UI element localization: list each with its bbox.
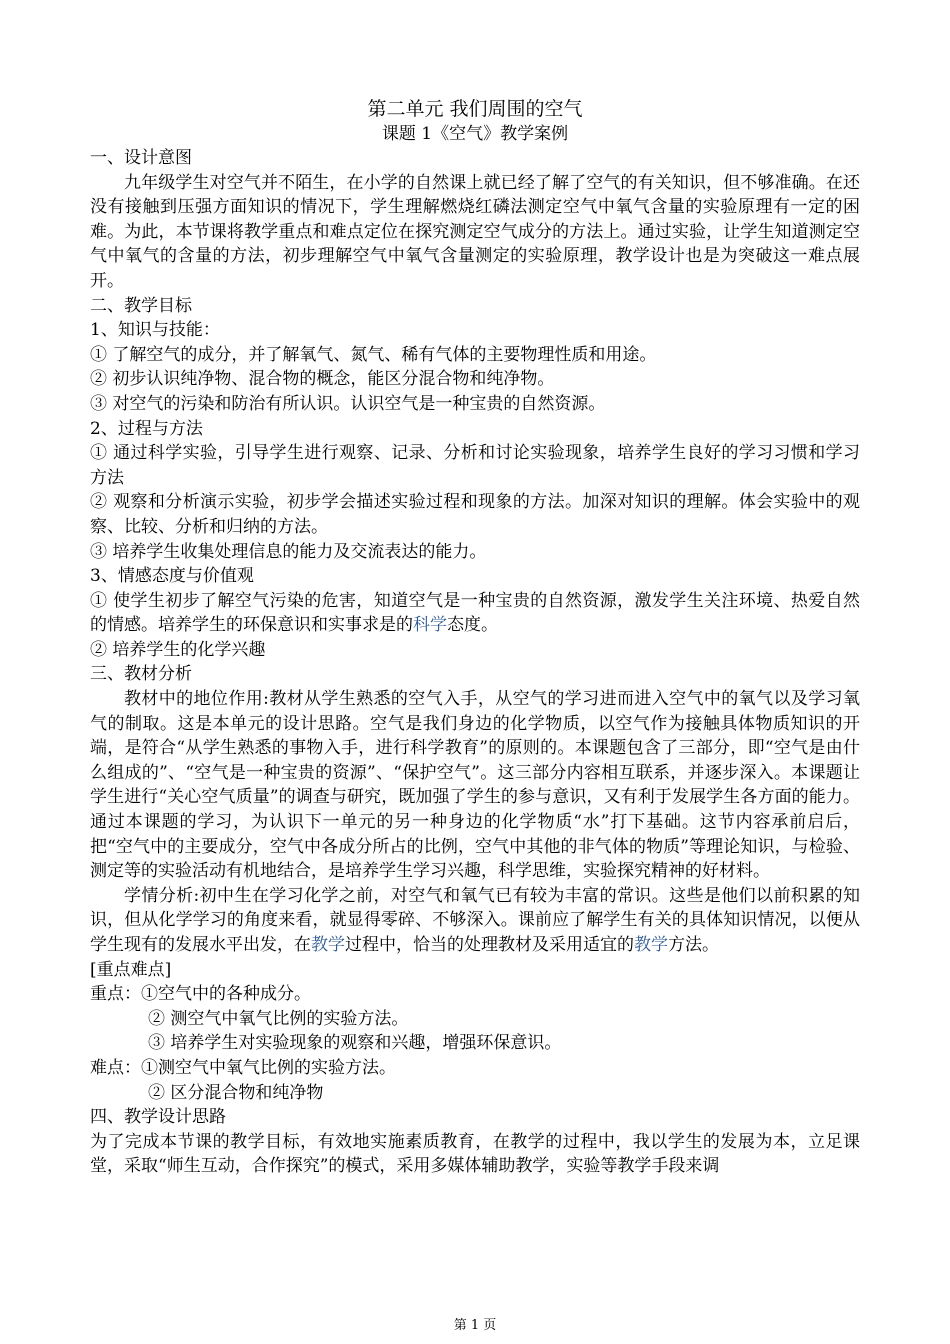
section-heading-design-approach: 四、教学设计思路 <box>90 1107 226 1128</box>
difficulty-item: 难点：①测空气中氧气比例的实验方法。 <box>90 1057 396 1078</box>
material-role-paragraph: 教材中的地位作用:教材从学生熟悉的空气入手，从空气的学习进而进入空气中的氧气以及学习氧气的制取。这是本单元的设计思路。空气是我们身边的化学物质，以空气作为接触具体物质知识的开端，是符合“从学生熟悉的事物入手，进行科学教育”的原则的。本课题包含了三部分，即“空气是由什么组成的”、“空气是一种宝贵的资源”、“保护空气”。这三部分内容相互联系，并逐步深入。本课题让学生进行“关心空气质量”的调查与研究，既加强了学生的参与意识，又有利于发展学生各方面的能力。通过本课题的学习，为认识下一单元的另一种身边的化学物质“水”打下基础。这节内容承前启后，把“空气中的主要成分，空气中各成分所占的比例，空气中其他的非气体的物质”等理论知识，与检验、测定等的实验活动有机地结合，是培养学生学习兴趣，科学思维，实验探究精神的好材料。 <box>90 689 860 882</box>
goal-item-text: ① 使学生初步了解空气污染的危害，知道空气是一种宝贵的自然资源，激发学生关注环境、热爱自然的情感。培养学生的环保意识和实事求是的 <box>90 590 860 636</box>
goal-item: ② 观察和分析演示实验，初步学会描述实验过程和现象的方法。加深对知识的理解。体会实验中的观察、比较、分析和归纳的方法。 <box>90 492 860 537</box>
goal-item-text: 态度。 <box>447 615 498 636</box>
paragraph-text: 学情分析:初中生在学习化学之前，对空气和氧气已有较为丰富的常识。这些是他们以前积累的知识，但从化学学习的角度来看，就显得零碎、不够深入。课前应了解学生有关的具体知识情况，以便从学生现有的发展水平出发，在 <box>90 885 860 955</box>
section-heading-material-analysis: 三、教材分析 <box>90 664 192 685</box>
design-approach-paragraph: 为了完成本节课的教学目标，有效地实施素质教育，在教学的过程中，我以学生的发展为本，立足课堂，采取“师生互动，合作探究”的模式，采用多媒体辅助教学，实验等教学手段来调 <box>90 1131 860 1177</box>
goal-item: ② 培养学生的化学兴趣 <box>90 639 266 660</box>
key-point-item: ② 测空气中氧气比例的实验方法。 <box>148 1008 409 1029</box>
section-heading-design-intent: 一、设计意图 <box>90 148 192 168</box>
student-analysis-paragraph <box>90 884 860 958</box>
design-intent-paragraph: 九年级学生对空气并不陌生，在小学的自然课上就已经了解了空气的有关知识，但不够准确。在还没有接触到压强方面知识的情况下，学生理解燃烧红磷法测定空气中氧气含量的实验原理有一定的困难。为此，本节课将教学重点和难点定位在探究测定空气成分的方法上。通过实验，让学生知道测定空气中氧气的含量的方法，初步理解空气中氧气含量测定的实验原理，教学设计也是为突破这一难点展开。 <box>90 172 860 291</box>
goal-heading-process: 2、过程与方法 <box>90 418 203 439</box>
goal-item: ① 通过科学实验，引导学生进行观察、记录、分析和讨论实验现象，培养学生良好的学习习惯和学习方法 <box>90 443 860 488</box>
goal-item: ② 初步认识纯净物、混合物的概念，能区分混合物和纯净物。 <box>90 369 555 390</box>
science-link[interactable]: 科学 <box>413 615 447 636</box>
document-title: 第二单元 我们周围的空气 <box>367 98 583 120</box>
goal-item: ① 了解空气的成分，并了解氧气、氮气、稀有气体的主要物理性质和用途。 <box>90 344 657 365</box>
key-points-heading: [重点难点] <box>90 959 172 980</box>
goal-heading-attitude: 3、情感态度与价值观 <box>90 566 254 587</box>
difficulty-item: ② 区分混合物和纯净物 <box>148 1082 324 1103</box>
teaching-link[interactable]: 教学 <box>311 935 345 955</box>
page-number: 第 1 页 <box>453 1318 497 1333</box>
goal-item: ③ 对空气的污染和防治有所认识。认识空气是一种宝贵的自然资源。 <box>90 393 606 414</box>
document-body <box>90 96 860 1179</box>
paragraph-text: 方法。 <box>668 935 719 955</box>
document-subtitle: 课题 1《空气》教学案例 <box>381 124 569 144</box>
goal-heading-knowledge: 1、知识与技能： <box>90 320 220 341</box>
teaching-link[interactable]: 教学 <box>634 935 668 955</box>
goal-item: ③ 培养学生收集处理信息的能力及交流表达的能力。 <box>90 541 487 562</box>
key-point-item: 重点：①空气中的各种成分。 <box>90 984 311 1005</box>
key-point-item: ③ 培养学生对实验现象的观察和兴趣，增强环保意识。 <box>148 1033 562 1054</box>
paragraph-text: 过程中，恰当的处理教材及采用适宜的 <box>345 935 634 955</box>
goal-item <box>90 589 860 638</box>
section-heading-teaching-goals: 二、教学目标 <box>90 295 192 316</box>
